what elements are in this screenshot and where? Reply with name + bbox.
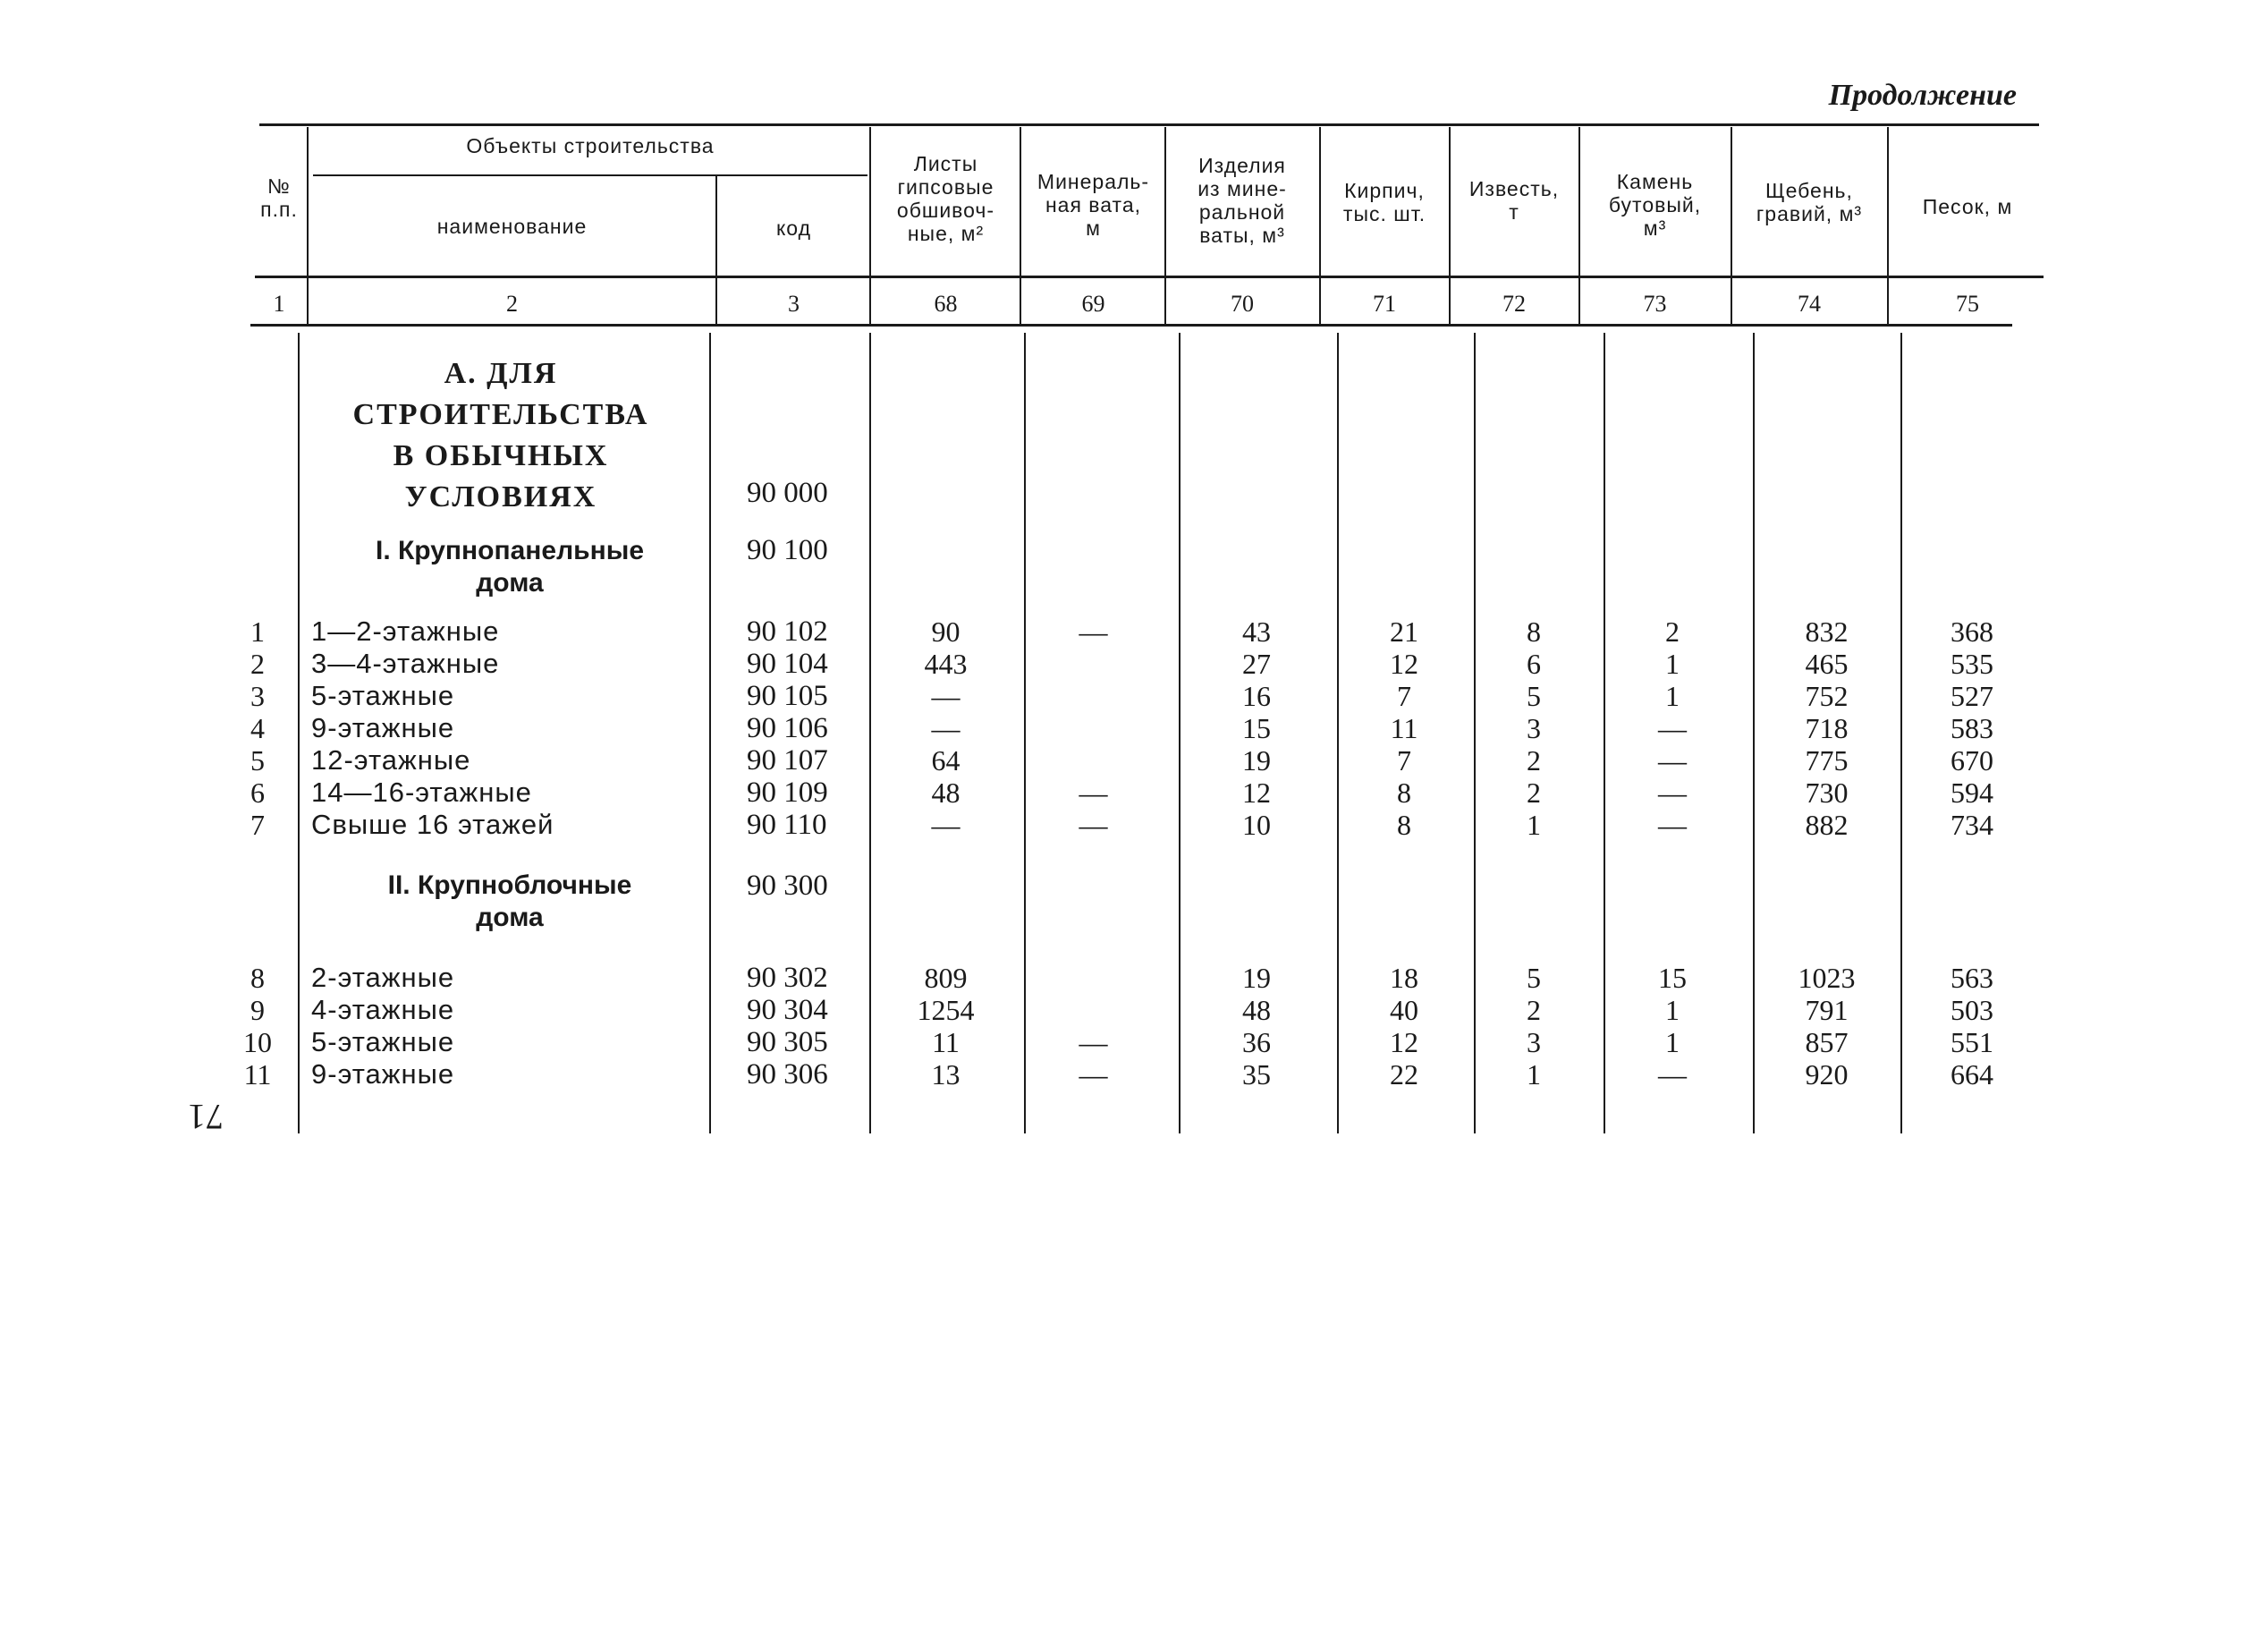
- body-divider: [1024, 333, 1026, 1133]
- cell-c73: 1: [1665, 1026, 1680, 1058]
- col-number: 68: [934, 291, 958, 317]
- header-col72: Известь, т: [1468, 177, 1560, 224]
- header-divider: [307, 127, 309, 326]
- row-number: 5: [250, 744, 265, 777]
- cell-c69: —: [1079, 615, 1108, 648]
- cell-c68: 443: [924, 648, 968, 680]
- header-bottom-rule: [255, 276, 2044, 278]
- header-num: № п.п.: [260, 174, 298, 221]
- col-number: 71: [1373, 291, 1396, 317]
- cell-c75: 583: [1951, 712, 1993, 744]
- row-code: 90 304: [747, 994, 828, 1026]
- cell-c70: 48: [1242, 994, 1271, 1026]
- row-number: 2: [250, 648, 265, 680]
- cell-c70: 19: [1242, 744, 1271, 777]
- cell-c72: 5: [1527, 962, 1541, 994]
- col-number: 3: [788, 291, 800, 317]
- row-name: 9-этажные: [311, 712, 455, 743]
- header-divider: [1164, 127, 1166, 326]
- cell-c73: —: [1658, 777, 1687, 809]
- body-divider: [298, 333, 300, 1133]
- cell-c75: 535: [1951, 648, 1993, 680]
- header-col74: Щебень, гравий, м³: [1756, 179, 1863, 225]
- cell-c68: 48: [931, 777, 961, 809]
- cell-c74: 775: [1805, 744, 1849, 777]
- cell-c71: 8: [1397, 809, 1411, 841]
- cell-c75: 368: [1951, 615, 1993, 648]
- cell-c74: 920: [1805, 1058, 1849, 1091]
- row-code: 90 110: [747, 809, 827, 841]
- header-divider: [715, 176, 717, 326]
- row-number: 4: [250, 712, 265, 744]
- row-number: 9: [250, 994, 265, 1026]
- cell-c70: 43: [1242, 615, 1271, 648]
- row-name: 1—2-этажные: [311, 615, 500, 647]
- col-number: 2: [506, 291, 518, 317]
- cell-c74: 832: [1805, 615, 1849, 648]
- cell-c68: —: [931, 712, 961, 744]
- row-name: 9-этажные: [311, 1058, 455, 1090]
- cell-c69: —: [1079, 1026, 1108, 1058]
- cell-c71: 7: [1397, 680, 1411, 712]
- row-name: 4-этажные: [311, 994, 455, 1025]
- group-2-code: 90 300: [747, 870, 828, 902]
- cell-c72: 1: [1527, 809, 1541, 841]
- cell-c71: 22: [1390, 1058, 1418, 1091]
- row-name: 12-этажные: [311, 744, 471, 776]
- header-divider: [1578, 127, 1580, 326]
- cell-c73: 2: [1665, 615, 1680, 648]
- row-code: 90 109: [747, 777, 828, 809]
- row-code: 90 102: [747, 615, 828, 648]
- header-col71: Кирпич, тыс. шт.: [1342, 179, 1426, 225]
- cell-c75: 594: [1951, 777, 1993, 809]
- header-divider: [1887, 127, 1889, 326]
- page-number: 71: [188, 1097, 224, 1137]
- cell-c71: 12: [1390, 1026, 1418, 1058]
- cell-c70: 19: [1242, 962, 1271, 994]
- group-1-title: I. Крупнопанельные дома: [375, 536, 645, 598]
- cell-c70: 35: [1242, 1058, 1271, 1091]
- cell-c71: 40: [1390, 994, 1418, 1026]
- cell-c71: 11: [1390, 712, 1418, 744]
- row-name: 5-этажные: [311, 680, 455, 711]
- cell-c72: 1: [1527, 1058, 1541, 1091]
- row-number: 10: [243, 1026, 272, 1058]
- header-divider: [1731, 127, 1732, 326]
- cell-c75: 734: [1951, 809, 1993, 841]
- cell-c70: 15: [1242, 712, 1271, 744]
- cell-c75: 670: [1951, 744, 1993, 777]
- row-number: 11: [243, 1058, 272, 1091]
- cell-c72: 6: [1527, 648, 1541, 680]
- cell-c72: 3: [1527, 712, 1541, 744]
- cell-c73: —: [1658, 712, 1687, 744]
- header-objects: Объекты строительства: [466, 134, 715, 157]
- header-divider: [869, 127, 871, 326]
- cell-c72: 2: [1527, 744, 1541, 777]
- col-number: 70: [1231, 291, 1254, 317]
- row-number: 6: [250, 777, 265, 809]
- cell-c73: —: [1658, 1058, 1687, 1091]
- cell-c74: 752: [1805, 680, 1849, 712]
- cell-c70: 12: [1242, 777, 1271, 809]
- col-number: 69: [1081, 291, 1105, 317]
- cell-c72: 2: [1527, 994, 1541, 1026]
- header-col75: Песок, м: [1922, 195, 2013, 218]
- cell-c68: 13: [931, 1058, 961, 1091]
- cell-c75: 503: [1951, 994, 1993, 1026]
- row-code: 90 104: [747, 648, 828, 680]
- section-a-code: 90 000: [747, 477, 828, 509]
- cell-c73: 15: [1658, 962, 1687, 994]
- cell-c72: 3: [1527, 1026, 1541, 1058]
- cell-c74: 857: [1805, 1026, 1849, 1058]
- cell-c75: 664: [1951, 1058, 1993, 1091]
- section-a-title: А. ДЛЯ СТРОИТЕЛЬСТВА В ОБЫЧНЫХ УСЛОВИЯХ: [352, 357, 649, 513]
- cell-c68: —: [931, 680, 961, 712]
- cell-c73: —: [1658, 744, 1687, 777]
- header-name: наименование: [436, 215, 588, 238]
- objects-sub-rule: [313, 174, 867, 176]
- row-code: 90 302: [747, 962, 828, 994]
- row-code: 90 306: [747, 1058, 828, 1091]
- row-code: 90 106: [747, 712, 828, 744]
- table-top-rule: [259, 123, 2039, 126]
- cell-c70: 36: [1242, 1026, 1271, 1058]
- cell-c68: 1254: [917, 994, 975, 1026]
- group-1-code: 90 100: [747, 534, 828, 566]
- cell-c69: —: [1079, 1058, 1108, 1091]
- cell-c73: 1: [1665, 648, 1680, 680]
- cell-c68: 809: [924, 962, 968, 994]
- row-code: 90 305: [747, 1026, 828, 1058]
- cell-c74: 1023: [1798, 962, 1856, 994]
- cell-c72: 2: [1527, 777, 1541, 809]
- cell-c72: 5: [1527, 680, 1541, 712]
- row-name: 2-этажные: [311, 962, 455, 993]
- cell-c74: 730: [1805, 777, 1849, 809]
- row-name: 5-этажные: [311, 1026, 455, 1057]
- header-col69: Минераль- ная вата, м: [1037, 170, 1150, 240]
- body-divider: [1179, 333, 1181, 1133]
- cell-c71: 7: [1397, 744, 1411, 777]
- cell-c73: —: [1658, 809, 1687, 841]
- row-code: 90 105: [747, 680, 828, 712]
- cell-c70: 16: [1242, 680, 1271, 712]
- group-2-title: II. Крупноблочные дома: [387, 870, 632, 932]
- cell-c72: 8: [1527, 615, 1541, 648]
- header-divider: [1319, 127, 1321, 326]
- row-name: 3—4-этажные: [311, 648, 500, 679]
- col-number: 1: [273, 291, 285, 317]
- cell-c74: 882: [1805, 809, 1849, 841]
- cell-c75: 527: [1951, 680, 1993, 712]
- cell-c68: —: [931, 809, 961, 841]
- cell-c69: —: [1079, 777, 1108, 809]
- cell-c71: 12: [1390, 648, 1418, 680]
- cell-c75: 551: [1951, 1026, 1993, 1058]
- body-divider: [869, 333, 871, 1133]
- cell-c70: 27: [1242, 648, 1271, 680]
- row-number: 8: [250, 962, 265, 994]
- header-divider: [1020, 127, 1021, 326]
- row-number: 1: [250, 615, 265, 648]
- body-divider: [709, 333, 711, 1133]
- row-name: 14—16-этажные: [311, 777, 532, 808]
- cell-c74: 791: [1805, 994, 1849, 1026]
- row-number: 7: [250, 809, 265, 841]
- cell-c71: 8: [1397, 777, 1411, 809]
- cell-c71: 18: [1390, 962, 1418, 994]
- cell-c75: 563: [1951, 962, 1993, 994]
- cell-c74: 718: [1805, 712, 1849, 744]
- row-number: 3: [250, 680, 265, 712]
- row-name: Свыше 16 этажей: [311, 809, 554, 840]
- row-code: 90 107: [747, 744, 828, 777]
- cell-c69: —: [1079, 809, 1108, 841]
- cell-c73: 1: [1665, 680, 1680, 712]
- cell-c71: 21: [1390, 615, 1418, 648]
- cell-c68: 64: [931, 744, 961, 777]
- header-col70: Изделия из мине- ральной ваты, м³: [1197, 154, 1287, 247]
- col-number: 74: [1798, 291, 1821, 317]
- col-number: 72: [1502, 291, 1526, 317]
- cell-c68: 11: [932, 1026, 960, 1058]
- cell-c70: 10: [1242, 809, 1271, 841]
- cell-c68: 90: [931, 615, 961, 648]
- header-code: код: [775, 216, 812, 240]
- header-col73: Камень бутовый, м³: [1608, 170, 1702, 240]
- numbering-bottom-rule: [250, 324, 2012, 327]
- header-col68: Листы гипсовые обшивоч- ные, м²: [896, 152, 995, 245]
- continuation-label: Продолжение: [1828, 79, 2017, 112]
- cell-c73: 1: [1665, 994, 1680, 1026]
- col-number: 75: [1956, 291, 1979, 317]
- col-number: 73: [1643, 291, 1667, 317]
- cell-c74: 465: [1805, 648, 1849, 680]
